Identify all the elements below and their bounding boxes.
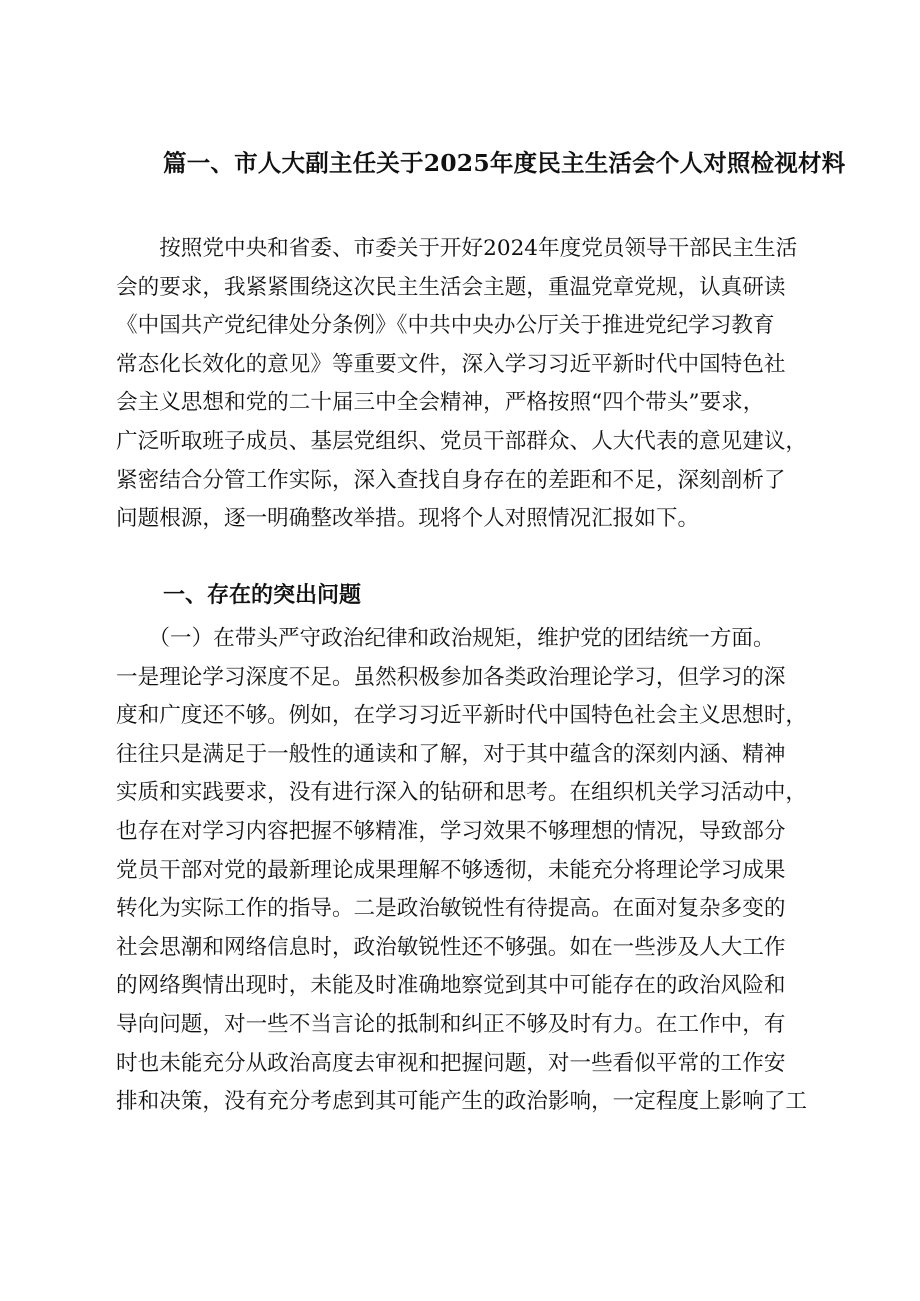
- paragraph-line: 按照党中央和省委、市委关于开好2024年度党员领导干部民主生活: [116, 236, 798, 261]
- paragraph-line: 也存在对学习内容把握不够精准，学习效果不够理想的情况，导致部分: [116, 818, 786, 844]
- paragraph-line: 排和决策，没有充分考虑到其可能产生的政治影响，一定程度上影响了工: [116, 1089, 808, 1115]
- section-heading: 一、存在的突出问题: [163, 583, 362, 608]
- paragraph-line: 时也未能充分从政治高度去审视和把握问题，对一些看似平常的工作安: [116, 1050, 786, 1076]
- paragraph-line: 广泛听取班子成员、基层党组织、党员干部群众、人大代表的意见建议，: [116, 428, 808, 454]
- section-paragraph: [116, 620, 836, 1122]
- paragraph-line: 常态化长效化的意见》等重要文件，深入学习习近平新时代中国特色社: [116, 351, 786, 377]
- intro-paragraph: [116, 230, 836, 539]
- paragraph-line: （一）在带头严守政治纪律和政治规矩，维护党的团结统一方面。: [116, 626, 775, 651]
- paragraph-line: 转化为实际工作的指导。二是政治敏锐性有待提高。在面对复杂多变的: [116, 896, 786, 922]
- paragraph-line: 一是理论学习深度不足。虽然积极参加各类政治理论学习，但学习的深: [116, 664, 786, 690]
- paragraph-line: 往往只是满足于一般性的通读和了解，对于其中蕴含的深刻内涵、精神: [116, 741, 786, 767]
- paragraph-line: 的网络舆情出现时，未能及时准确地察觉到其中可能存在的政治风险和: [116, 973, 786, 999]
- document-title: 篇一、市人大副主任关于2025年度民主生活会个人对照检视材料: [163, 149, 846, 177]
- paragraph-line: 会的要求，我紧紧围绕这次民主生活会主题，重温党章党规，认真研读: [116, 274, 786, 300]
- paragraph-line: 导向问题，对一些不当言论的抵制和纠正不够及时有力。在工作中，有: [116, 1011, 786, 1037]
- paragraph-line: 会主义思想和党的二十届三中全会精神，严格按照“四个带头”要求，: [116, 390, 765, 416]
- paragraph-line: 度和广度还不够。例如，在学习习近平新时代中国特色社会主义思想时，: [116, 703, 808, 729]
- paragraph-line: 《中国共产党纪律处分条例》《中共中央办公厅关于推进党纪学习教育: [116, 313, 775, 339]
- paragraph-line: 实质和实践要求，没有进行深入的钻研和思考。在组织机关学习活动中，: [116, 780, 808, 806]
- paragraph-line: 问题根源，逐一明确整改举措。现将个人对照情况汇报如下。: [116, 506, 700, 532]
- paragraph-line: 党员干部对党的最新理论成果理解不够透彻，未能充分将理论学习成果: [116, 857, 786, 883]
- paragraph-line: 紧密结合分管工作实际，深入查找自身存在的差距和不足，深刻剖析了: [116, 467, 786, 493]
- paragraph-line: 社会思潮和网络信息时，政治敏锐性还不够强。如在一些涉及人大工作: [116, 934, 786, 960]
